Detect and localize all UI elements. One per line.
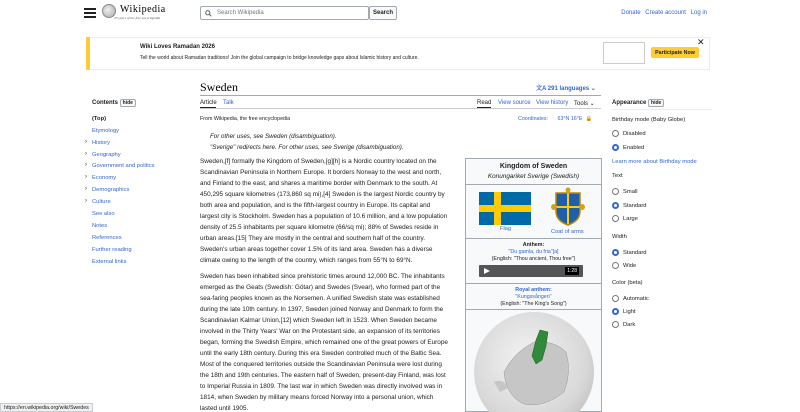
radio-button-selected[interactable] [612,249,619,256]
chevron-right-icon[interactable]: › [85,186,87,192]
radio-label: Standard [623,202,647,209]
text-line: the 18th and 19th centuries. The eastern half of Sweden, present-day Finland, was lost [200,372,446,379]
radio-label: Small [623,188,638,195]
appearance-title [612,100,664,106]
anthem-name[interactable]: "Du gamla, du fria"[a] [508,249,559,255]
text-line: until the early 18th century. During this era Sweden controlled much of the Baltic Sea. [200,350,442,357]
tools-menu[interactable] [574,100,595,107]
tab-view-history[interactable]: View history [536,100,569,106]
site-sub: From Wikipedia, the free encyclopedia [200,116,291,122]
radio-label: Dark [623,321,636,328]
text-line: and Finland to the east, and shares a maritime border with Denmark to the south. At [200,180,438,187]
text-line: Scandinavian Peninsula in Northern Europe. It borders Norway to the west and north, [200,169,442,176]
flag-caption[interactable]: Flag [500,226,512,232]
text-line: Scandinavian Kalmar Union,[12] which Sweden left in 1523. When Sweden became [200,317,437,324]
text-line: both area and population, and is the fifth-largest country in Europe. Its capital and [200,202,431,209]
login-link[interactable]: Log in [690,10,707,16]
radio-enabled[interactable] [612,144,644,151]
banner-accent [86,37,90,70]
radio-button[interactable] [612,188,619,195]
radio-wide[interactable] [612,262,636,269]
text-line: began, forming the Swedish Empire, which remained one of the great powers of Europe [200,339,448,346]
text-line: to Imperial Russia in 1809. The last war in which Sweden was directly involved was in [200,383,443,390]
radio-label: Large [623,215,638,222]
translate-icon: 文A [536,86,548,92]
search-icon [205,10,212,17]
toc-item-notes[interactable]: Notes [92,223,108,229]
toc-item-further-reading[interactable]: Further reading [92,247,132,253]
text-line: Most of the conquered territories outside the Scandinavian Peninsula were lost during [200,361,442,368]
radio-label: Disabled [623,130,646,137]
radio-label: Light [623,308,636,315]
tab-divider [200,108,601,109]
toc-item-etymology[interactable]: Etymology [92,128,120,134]
page-title: Sweden [200,80,238,94]
link-preview-statusbar: https://en.wikipedia.org/wiki/Swedes [0,403,93,412]
radio-button[interactable] [612,321,619,328]
participate-button[interactable]: Participate Now [651,47,699,58]
radio-label: Automatic [623,295,649,302]
banner-text: Tell the world about Ramadan traditions! Join the global campaign to bridge knowledge gaps about Islamic history and culture. [140,55,419,61]
radio-disabled[interactable] [612,130,646,137]
radio-dark[interactable] [612,321,635,328]
infobox-title: Kingdom of Sweden [499,163,568,170]
toc-title [92,100,136,106]
radio-button[interactable] [612,215,619,222]
toc-item-government[interactable]: Government and politics [92,163,155,169]
coordinates-label[interactable]: Coordinates: [518,116,549,122]
tab-article[interactable]: Article [200,100,217,106]
infobox-divider [466,309,601,310]
toc-item-references[interactable]: References [92,235,122,241]
radio-large[interactable] [612,215,638,222]
logo-wordmark[interactable]: Wikipedia [120,4,166,15]
tools-label: Tools [574,101,589,107]
toc-item-external-links[interactable]: External links [92,259,127,265]
toc-hide-button[interactable]: hide [120,99,136,107]
infobox-native-name: Konungariket Sverige (Swedish) [487,173,580,180]
language-count: 291 languages [547,86,590,92]
create-account-link[interactable]: Create account [645,10,686,16]
banner-image [603,42,645,64]
close-icon[interactable]: ✕ [697,37,705,47]
radio-label: Enabled [623,144,645,151]
lock-icon: 🔒 [585,116,593,122]
appearance-divider [612,109,712,110]
text-line: urban areas.[15] They are mostly in the central and southern half of the country. [200,235,425,242]
coordinates [518,116,592,122]
toc-item-history[interactable]: History [92,140,111,146]
color-label: Color (beta) [612,280,643,286]
infobox-divider [466,238,601,239]
anthem-label: Anthem: [522,242,545,248]
radio-button[interactable] [612,262,619,269]
toc-item-economy[interactable]: Economy [92,175,117,181]
radio-button-selected[interactable] [612,202,619,209]
hatnote-disambiguation: For other uses, see Sweden (disambiguation). [210,133,337,140]
play-icon[interactable] [484,268,490,274]
toc-item-top[interactable]: (Top) [92,116,107,122]
donate-link[interactable]: Donate [621,10,641,16]
logo-tagline: 25 years of the free encyclopedia [114,16,161,20]
toc-item-culture[interactable]: Culture [92,199,111,205]
user-links [618,10,707,16]
appearance-hide-button[interactable]: hide [648,99,664,107]
radio-button[interactable] [612,130,619,137]
royal-anthem-english: (English: "The King's Song") [500,301,567,307]
chevron-right-icon[interactable]: › [85,139,87,145]
search-placeholder: Search Wikipedia [217,10,264,16]
royal-anthem-label[interactable]: Royal anthem: [515,287,552,293]
text-line: emerged as the Geats (Swedish: Götar) and Swedes (Svear), who formed part of the [200,284,441,291]
chevron-down-icon: ⌄ [589,86,596,92]
text-line: lasted until 1905. [200,405,249,412]
text-line: climate owing to the length of the country, which ranges from 55°N to 69°N. [200,257,413,264]
search-button[interactable]: Search [369,6,397,20]
toc-item-geography[interactable]: Geography [92,152,121,158]
intro-paragraph-1 [200,156,462,266]
text-size-label: Text [612,173,623,179]
banner-title: Wiki Loves Ramadan 2026 [140,44,215,50]
text-line: density of 25.5 inhabitants per square kilometre (66/sq mi); 88% of Swedes reside in [200,224,439,231]
flag-image[interactable] [479,192,531,225]
main-menu-button[interactable] [84,8,96,18]
toc-item-demographics[interactable]: Demographics [92,187,130,193]
audio-duration: 1:28 [567,268,577,274]
toc-heading: Contents [92,100,118,106]
anthem-english: (English: "Thou ancient, Thou free") [491,256,576,262]
radio-button-selected[interactable] [612,308,619,315]
chevron-right-icon[interactable]: › [85,174,87,180]
radio-small[interactable] [612,188,638,195]
width-label: Width [612,234,627,240]
text-line: largest city is Stockholm. Sweden has a population of 10.6 million, and a low population [200,213,448,220]
text-line: sea-faring peoples known as the Norsemen. A unified Swedish state was established [200,295,440,302]
radio-standard-text[interactable] [612,202,647,209]
intro-paragraph-2 [200,271,462,412]
text-line: involved in the Thirty Years' War on the Protestant side, an expansion of its territories [200,328,440,335]
royal-anthem-name[interactable]: "Kungssången" [515,294,552,300]
coa-caption[interactable]: Coat of arms [551,229,584,235]
infobox-divider [466,283,601,284]
language-button[interactable] [536,83,596,92]
chevron-right-icon[interactable]: › [85,162,87,168]
text-line: Sweden,[f] formally the Kingdom of Sweden,[g][h] is a Nordic country located on the [200,158,437,165]
chevron-down-icon: ⌄ [588,101,595,107]
radio-button-selected[interactable] [612,144,619,151]
tab-talk[interactable]: Talk [223,100,234,106]
radio-label: Standard [623,249,647,256]
toc-item-see-also[interactable]: See also [92,211,115,217]
radio-automatic[interactable] [612,295,649,302]
text-line: Sweden has been inhabited since prehistoric times around 12,000 BC. The inhabitants [200,273,445,280]
text-line: Sweden's urban areas together cover 1.5% of its land area. Sweden has a diverse [200,246,433,253]
radio-button[interactable] [612,295,619,302]
radio-light[interactable] [612,308,636,315]
tab-read[interactable]: Read [477,100,492,106]
birthday-mode-link[interactable]: Learn more about Birthday mode [612,159,697,165]
birthday-mode-label: Birthday mode (Baby Globe) [612,117,686,123]
chevron-right-icon[interactable]: › [85,198,87,204]
radio-label: Wide [623,262,637,269]
coordinates-value[interactable]: 63°N 16°E [557,116,583,122]
hatnote-redirect: "Sverige" redirects here. For other uses, see Sverige (disambiguation). [210,144,404,151]
text-line: 450,295 square kilometres (173,860 sq mi),[4] Sweden is the largest Nordic country by [200,191,445,198]
text-line: during the late 10th century. In 1397, Sweden joined Norway and Denmark to form the [200,306,444,313]
coat-of-arms-image[interactable] [550,187,586,227]
audio-player[interactable] [479,265,583,277]
appearance-heading: Appearance [612,100,647,106]
tab-view-source[interactable]: View source [498,100,531,106]
infobox-divider [466,184,601,185]
radio-standard-width[interactable] [612,249,647,256]
search-input[interactable] [200,6,369,20]
title-divider [200,95,601,96]
chevron-right-icon[interactable]: › [85,151,87,157]
text-line: 1814, when Sweden by military means forced Norway into a personal union, which [200,394,434,401]
